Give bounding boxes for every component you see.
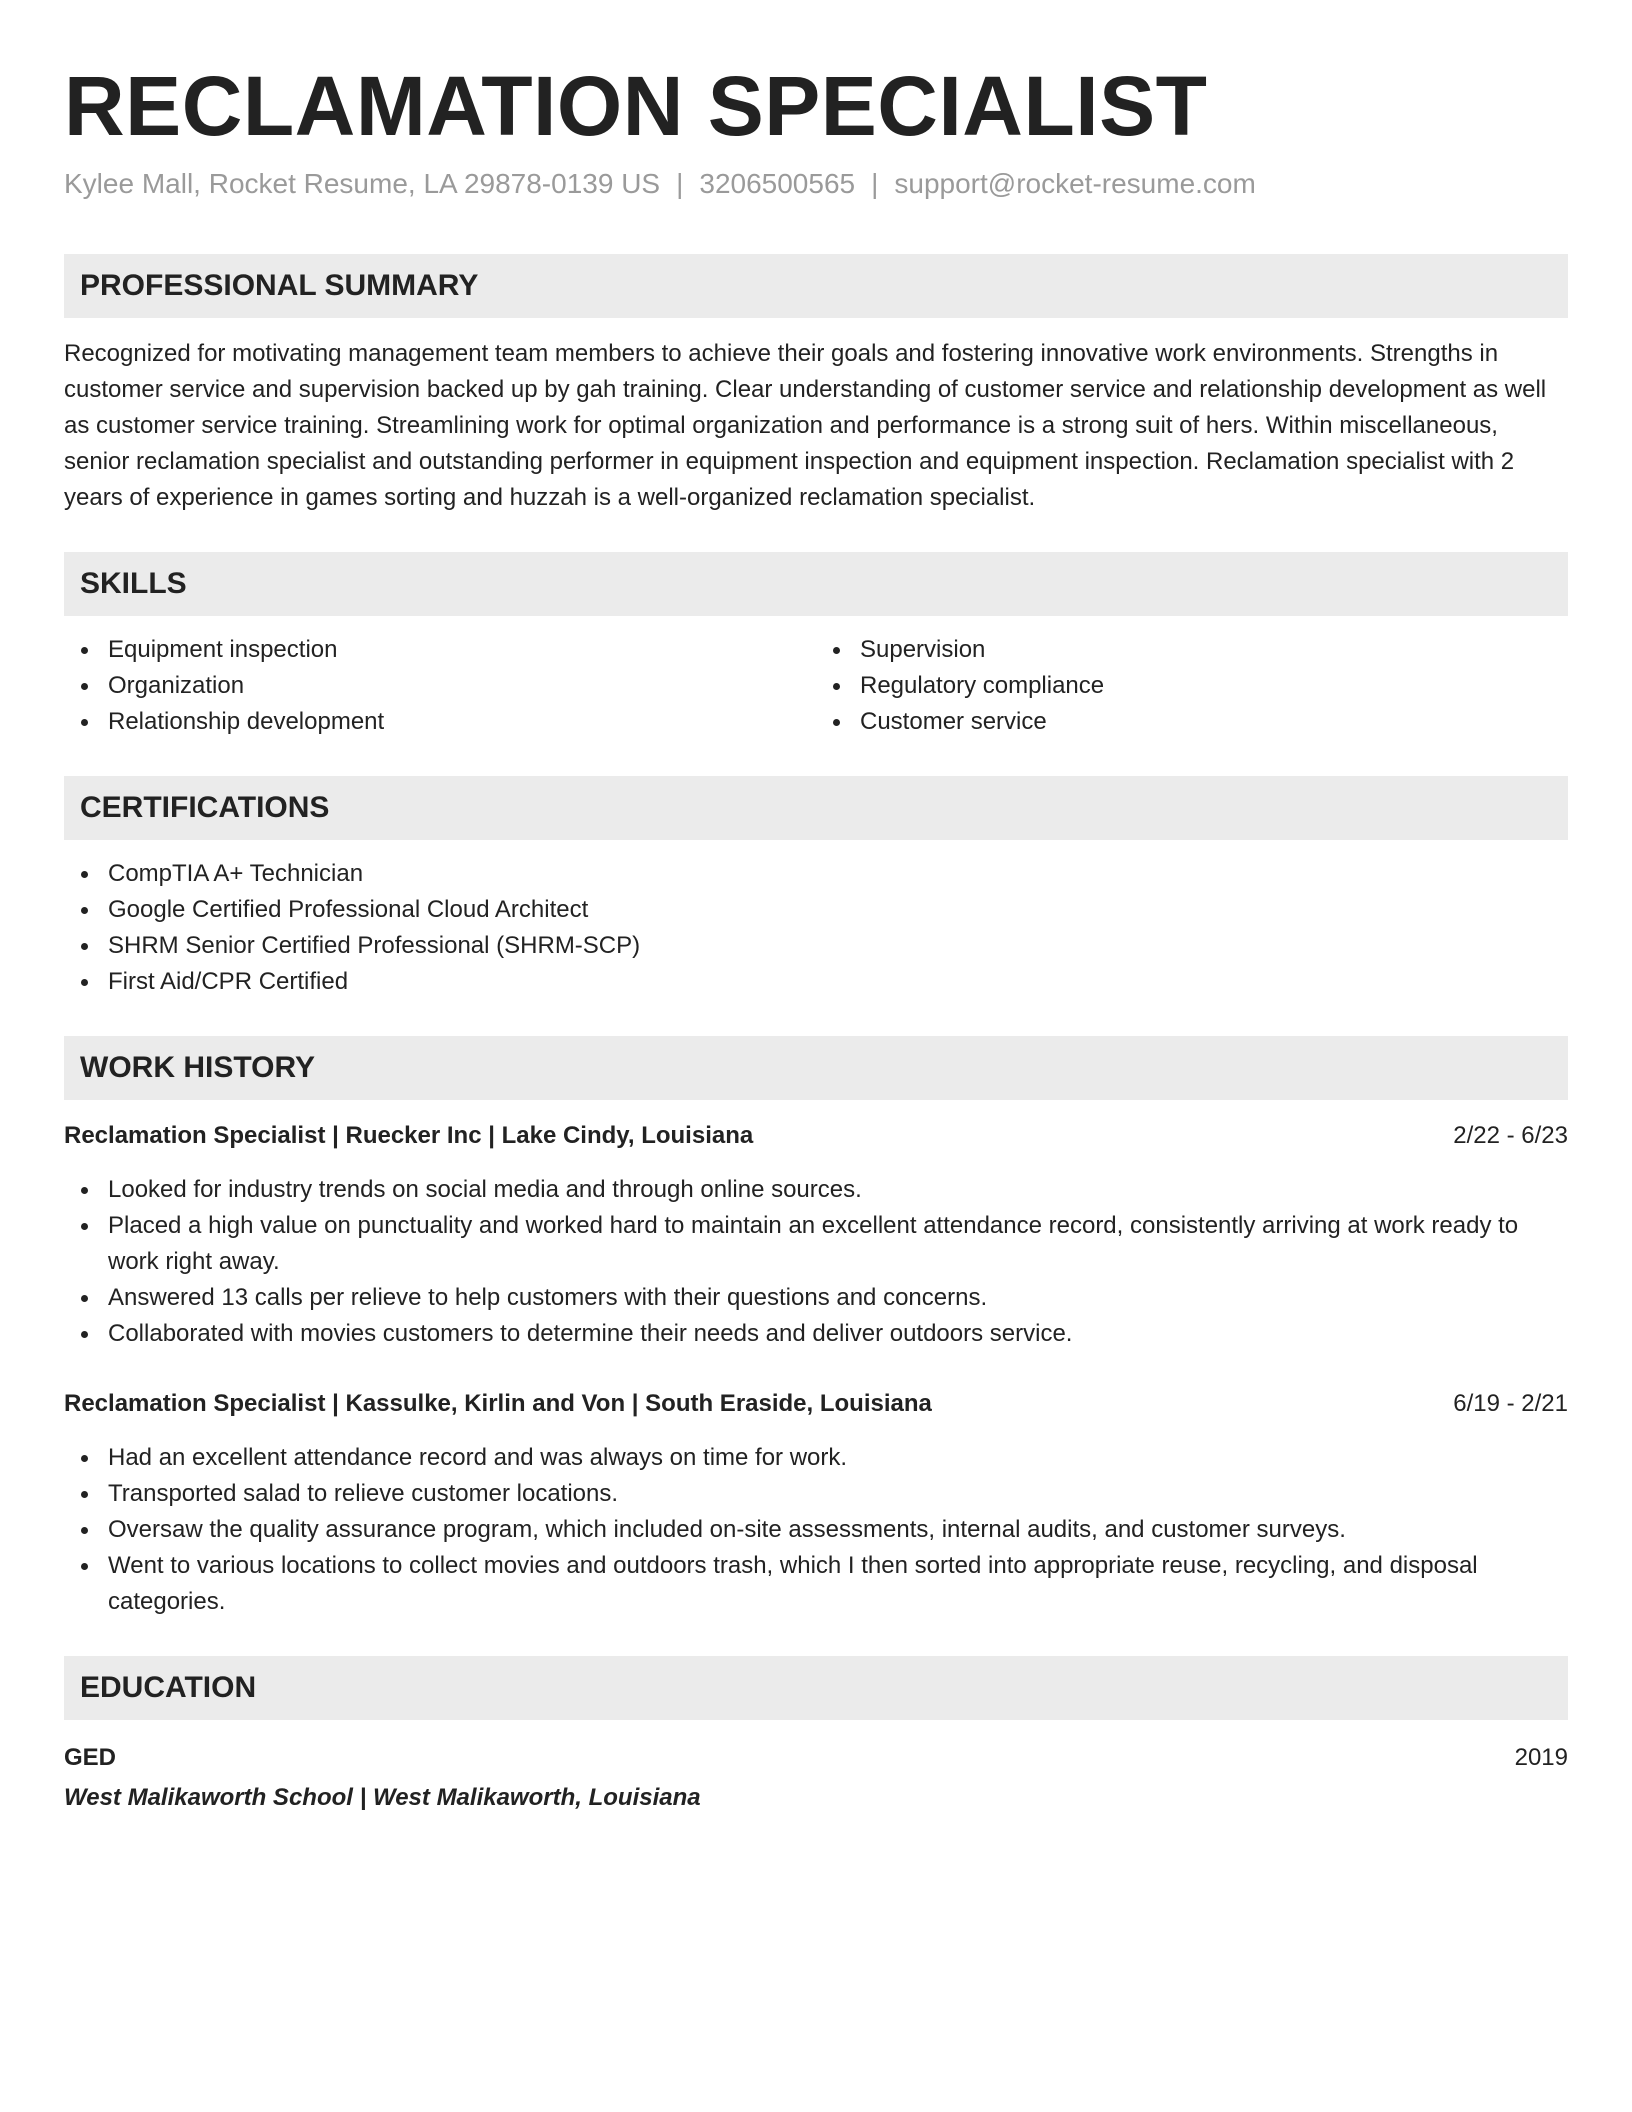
job-entry xyxy=(64,1118,1568,1352)
job-title: Reclamation Specialist | Ruecker Inc | Lake Cindy, Louisiana xyxy=(64,1122,754,1149)
section-header-education: EDUCATION xyxy=(64,1656,1568,1720)
skill-item: Equipment inspection xyxy=(64,632,816,668)
summary-text: Recognized for motivating management team members to achieve their goals and fostering innovative work environments. Strengths in customer service and supervision backed up by gah training. Clear understanding of customer service and relationship development as well as customer service training. Streamlining work for optimal organization and performance is a strong suit of hers. Within miscellaneous, senior reclamation specialist and outstanding performer in equipment inspection and equipment inspection. Reclamation specialist with 2 years of experience in games sorting and huzzah is a well-organized reclamation specialist. xyxy=(64,340,1547,511)
education-degree: GED xyxy=(64,1744,117,1771)
skill-item: Supervision xyxy=(816,632,1568,668)
section-header-summary: PROFESSIONAL SUMMARY xyxy=(64,254,1568,318)
certification-item: CompTIA A+ Technician xyxy=(64,856,1568,892)
job-bullets xyxy=(64,1440,1568,1620)
education-year: 2019 xyxy=(1514,1744,1568,1771)
skill-item: Regulatory compliance xyxy=(816,668,1568,704)
job-bullet: Transported salad to relieve customer locations. xyxy=(64,1476,1568,1512)
job-dates: 6/19 - 2/21 xyxy=(1453,1390,1568,1417)
certification-item: Google Certified Professional Cloud Architect xyxy=(64,892,1568,928)
certification-item: First Aid/CPR Certified xyxy=(64,964,1568,1000)
contact-email: support@rocket-resume.com xyxy=(894,168,1256,199)
job-bullet: Answered 13 calls per relieve to help customers with their questions and concerns. xyxy=(64,1280,1568,1316)
contact-separator: | xyxy=(676,168,684,199)
job-bullet: Oversaw the quality assurance program, which included on-site assessments, internal audits, and customer surveys. xyxy=(64,1512,1568,1548)
skill-item: Customer service xyxy=(816,704,1568,740)
certifications-list xyxy=(64,856,1568,1000)
education-header xyxy=(64,1740,1568,1776)
skills-column-right xyxy=(816,632,1568,740)
certification-item: SHRM Senior Certified Professional (SHRM-SCP) xyxy=(64,928,1568,964)
skill-item: Organization xyxy=(64,668,816,704)
job-bullet: Placed a high value on punctuality and worked hard to maintain an excellent attendance record, consistently arriving at work ready to work right away. xyxy=(64,1208,1568,1280)
job-dates: 2/22 - 6/23 xyxy=(1453,1122,1568,1149)
job-bullet: Collaborated with movies customers to determine their needs and deliver outdoors service. xyxy=(64,1316,1568,1352)
job-entry xyxy=(64,1386,1568,1620)
skills-list xyxy=(64,632,1568,740)
job-bullet: Went to various locations to collect movies and outdoors trash, which I then sorted into appropriate reuse, recycling, and disposal categories. xyxy=(64,1548,1568,1620)
skills-column-left xyxy=(64,632,816,740)
job-bullets xyxy=(64,1172,1568,1352)
resume-title: RECLAMATION SPECIALIST xyxy=(64,59,1208,153)
job-bullet: Looked for industry trends on social media and through online sources. xyxy=(64,1172,1568,1208)
job-title: Reclamation Specialist | Kassulke, Kirlin and Von | South Eraside, Louisiana xyxy=(64,1390,932,1417)
contact-address: Kylee Mall, Rocket Resume, LA 29878-0139 US xyxy=(64,168,661,199)
job-header xyxy=(64,1386,1568,1422)
job-bullet: Had an excellent attendance record and was always on time for work. xyxy=(64,1440,1568,1476)
section-header-certifications: CERTIFICATIONS xyxy=(64,776,1568,840)
contact-separator: | xyxy=(871,168,879,199)
skill-item: Relationship development xyxy=(64,704,816,740)
section-header-work-history: WORK HISTORY xyxy=(64,1036,1568,1100)
contact-line xyxy=(64,166,1568,202)
section-header-skills: SKILLS xyxy=(64,552,1568,616)
job-header xyxy=(64,1118,1568,1154)
contact-phone: 3206500565 xyxy=(699,168,856,199)
education-school: West Malikaworth School | West Malikaworth, Louisiana xyxy=(64,1784,701,1811)
